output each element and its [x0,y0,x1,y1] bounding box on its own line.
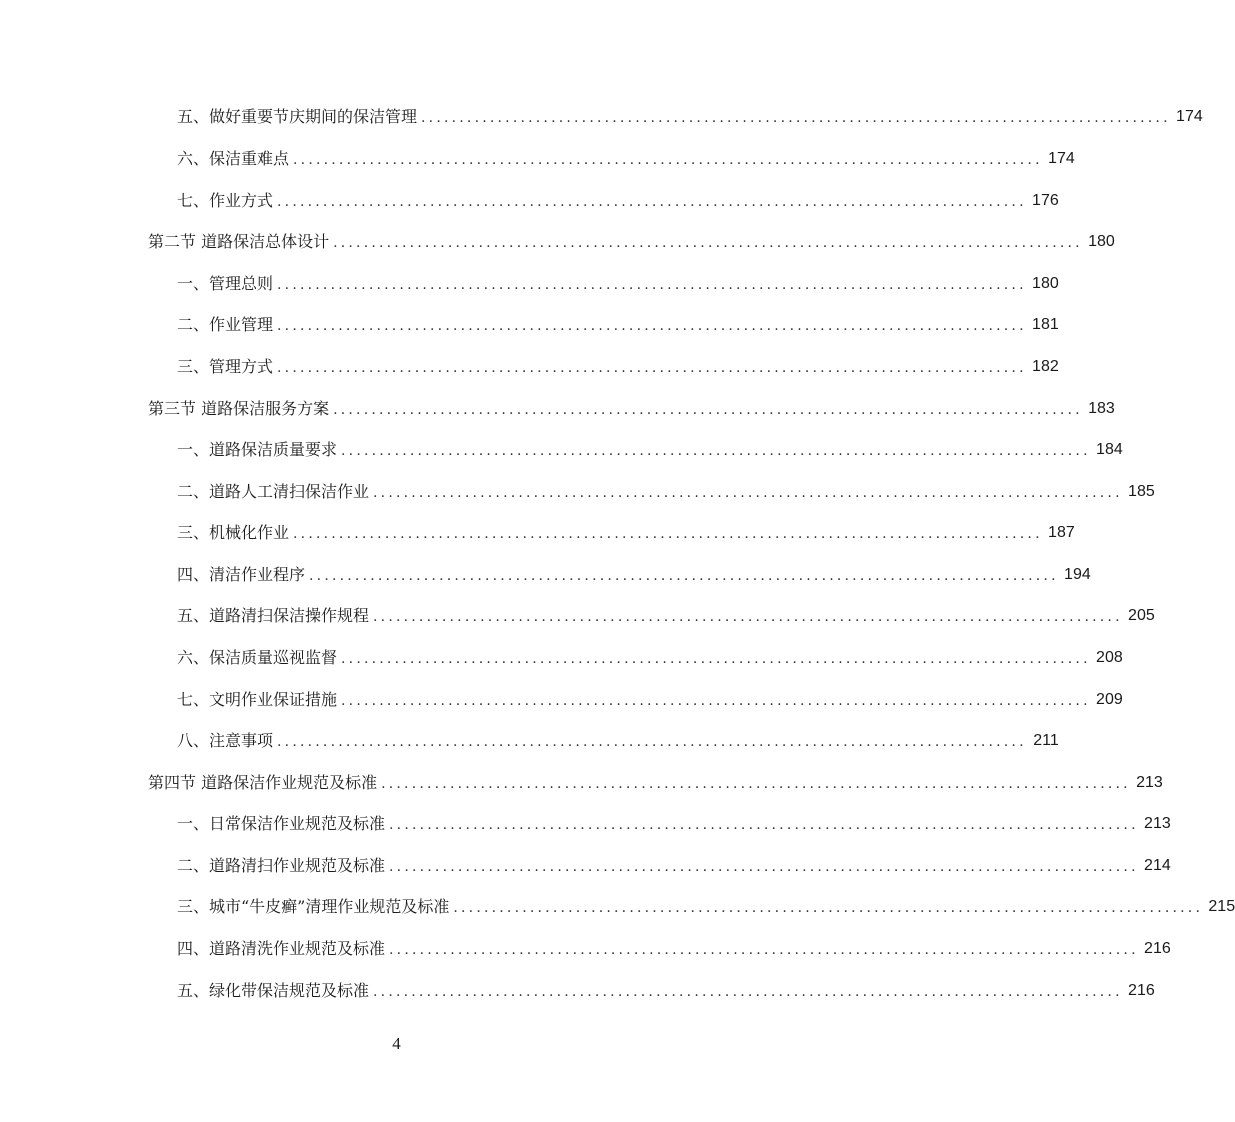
toc-entry-title: 第三节 道路保洁服务方案 [148,399,330,418]
toc-leader-dots: .................................................................................................. [381,776,1131,792]
toc-entry[interactable] [177,103,1203,131]
toc-entry-page: 176 [1032,192,1059,209]
toc-entry-title: 六、保洁重难点 [177,149,290,168]
toc-entry-page: 194 [1064,566,1091,583]
toc-leader-dots: .................................................................................................. [373,984,1123,1000]
toc-leader-dots: .................................................................................................. [389,942,1139,958]
toc-entry-title: 四、道路清洗作业规范及标准 [177,939,386,958]
toc-entry-title: 八、注意事项 [177,731,274,750]
toc-leader-dots: .................................................................................................. [333,402,1083,418]
toc-entry[interactable] [177,436,1123,464]
toc-leader-dots: .................................................................................................. [309,568,1059,584]
toc-entry-page: 180 [1032,275,1059,292]
toc-entry-page: 181 [1032,316,1059,333]
toc-entry-page: 184 [1096,441,1123,458]
toc-entry-title: 二、作业管理 [177,315,274,334]
toc-entry-page: 216 [1128,982,1155,999]
toc-entry[interactable] [177,852,1171,880]
toc-entry-page: 215 [1208,898,1235,915]
toc-entry-page: 174 [1176,108,1203,125]
toc-leader-dots: .................................................................................................. [389,817,1139,833]
toc-entry[interactable] [177,478,1155,506]
toc-entry-title: 二、道路人工清扫保洁作业 [177,482,370,501]
toc-leader-dots: .................................................................................................. [421,110,1171,126]
toc-entry-page: 205 [1128,607,1155,624]
toc-leader-dots: .................................................................................................. [277,360,1027,376]
toc-entry-title: 二、道路清扫作业规范及标准 [177,856,386,875]
toc-leader-dots: .................................................................................................. [277,318,1027,334]
toc-entry-page: 213 [1136,774,1163,791]
toc-leader-dots: .................................................................................................. [341,443,1091,459]
toc-entry[interactable] [177,561,1091,589]
toc-entry[interactable] [177,270,1059,298]
toc-entry[interactable] [177,187,1059,215]
toc-entry-title: 第二节 道路保洁总体设计 [148,232,330,251]
toc-leader-dots: .................................................................................................. [277,194,1027,210]
toc-entry-section[interactable] [148,228,1115,256]
toc-entry-page: 174 [1048,150,1075,167]
toc-entry-title: 一、管理总则 [177,274,274,293]
toc-leader-dots: .................................................................................................. [453,900,1204,916]
toc-entry-page: 214 [1144,857,1171,874]
toc-entry[interactable] [177,311,1059,339]
toc-entry[interactable] [177,810,1171,838]
toc-entry-title: 一、道路保洁质量要求 [177,440,338,459]
toc-entry-title: 七、作业方式 [177,191,274,210]
toc-entry-page: 211 [1033,732,1059,749]
toc-entry-title: 三、城市“牛皮癣”清理作业规范及标准 [177,897,450,916]
toc-leader-dots: .................................................................................................. [293,152,1043,168]
toc-entry-page: 185 [1128,483,1155,500]
page-number: 4 [392,1034,401,1053]
toc-entry-page: 180 [1088,233,1115,250]
toc-leader-dots: .................................................................................................. [389,859,1139,875]
toc-leader-dots: .................................................................................................. [333,235,1083,251]
toc-entry-page: 208 [1096,649,1123,666]
toc-entry-page: 187 [1048,524,1075,541]
toc-leader-dots: .................................................................................................. [277,734,1027,750]
toc-entry-title: 七、文明作业保证措施 [177,690,338,709]
toc-entry-page: 183 [1088,400,1115,417]
toc-leader-dots: .................................................................................................. [293,526,1043,542]
toc-entry[interactable] [177,602,1155,630]
toc-leader-dots: .................................................................................................. [341,651,1091,667]
toc-leader-dots: .................................................................................................. [373,609,1123,625]
toc-entry[interactable] [177,644,1123,672]
toc-entry[interactable] [177,935,1171,963]
toc-entry-title: 三、机械化作业 [177,523,290,542]
toc-entry[interactable] [177,686,1123,714]
toc-entry[interactable] [177,353,1059,381]
toc-entry-title: 一、日常保洁作业规范及标准 [177,814,386,833]
toc-entry-title: 五、道路清扫保洁操作规程 [177,606,370,625]
toc-leader-dots: .................................................................................................. [373,485,1123,501]
toc-entry[interactable] [177,727,1059,755]
toc-entry-page: 182 [1032,358,1059,375]
toc-entry-page: 216 [1144,940,1171,957]
toc-entry-section[interactable] [148,395,1115,423]
toc-entry-title: 五、绿化带保洁规范及标准 [177,981,370,1000]
toc-entry-page: 209 [1096,691,1123,708]
toc-entry-title: 五、做好重要节庆期间的保洁管理 [177,107,418,126]
toc-entry-title: 三、管理方式 [177,357,274,376]
toc-entry[interactable] [177,519,1075,547]
toc-entry-title: 四、清洁作业程序 [177,565,306,584]
toc-entry[interactable] [177,977,1155,1005]
toc-entry[interactable] [177,145,1075,173]
toc-entry-title: 第四节 道路保洁作业规范及标准 [148,773,378,792]
toc-entry[interactable] [177,893,1235,921]
toc-entry-title: 六、保洁质量巡视监督 [177,648,338,667]
toc-entry-page: 213 [1144,815,1171,832]
toc-leader-dots: .................................................................................................. [277,277,1027,293]
toc-leader-dots: .................................................................................................. [341,693,1091,709]
toc-entry-section[interactable] [148,769,1163,797]
